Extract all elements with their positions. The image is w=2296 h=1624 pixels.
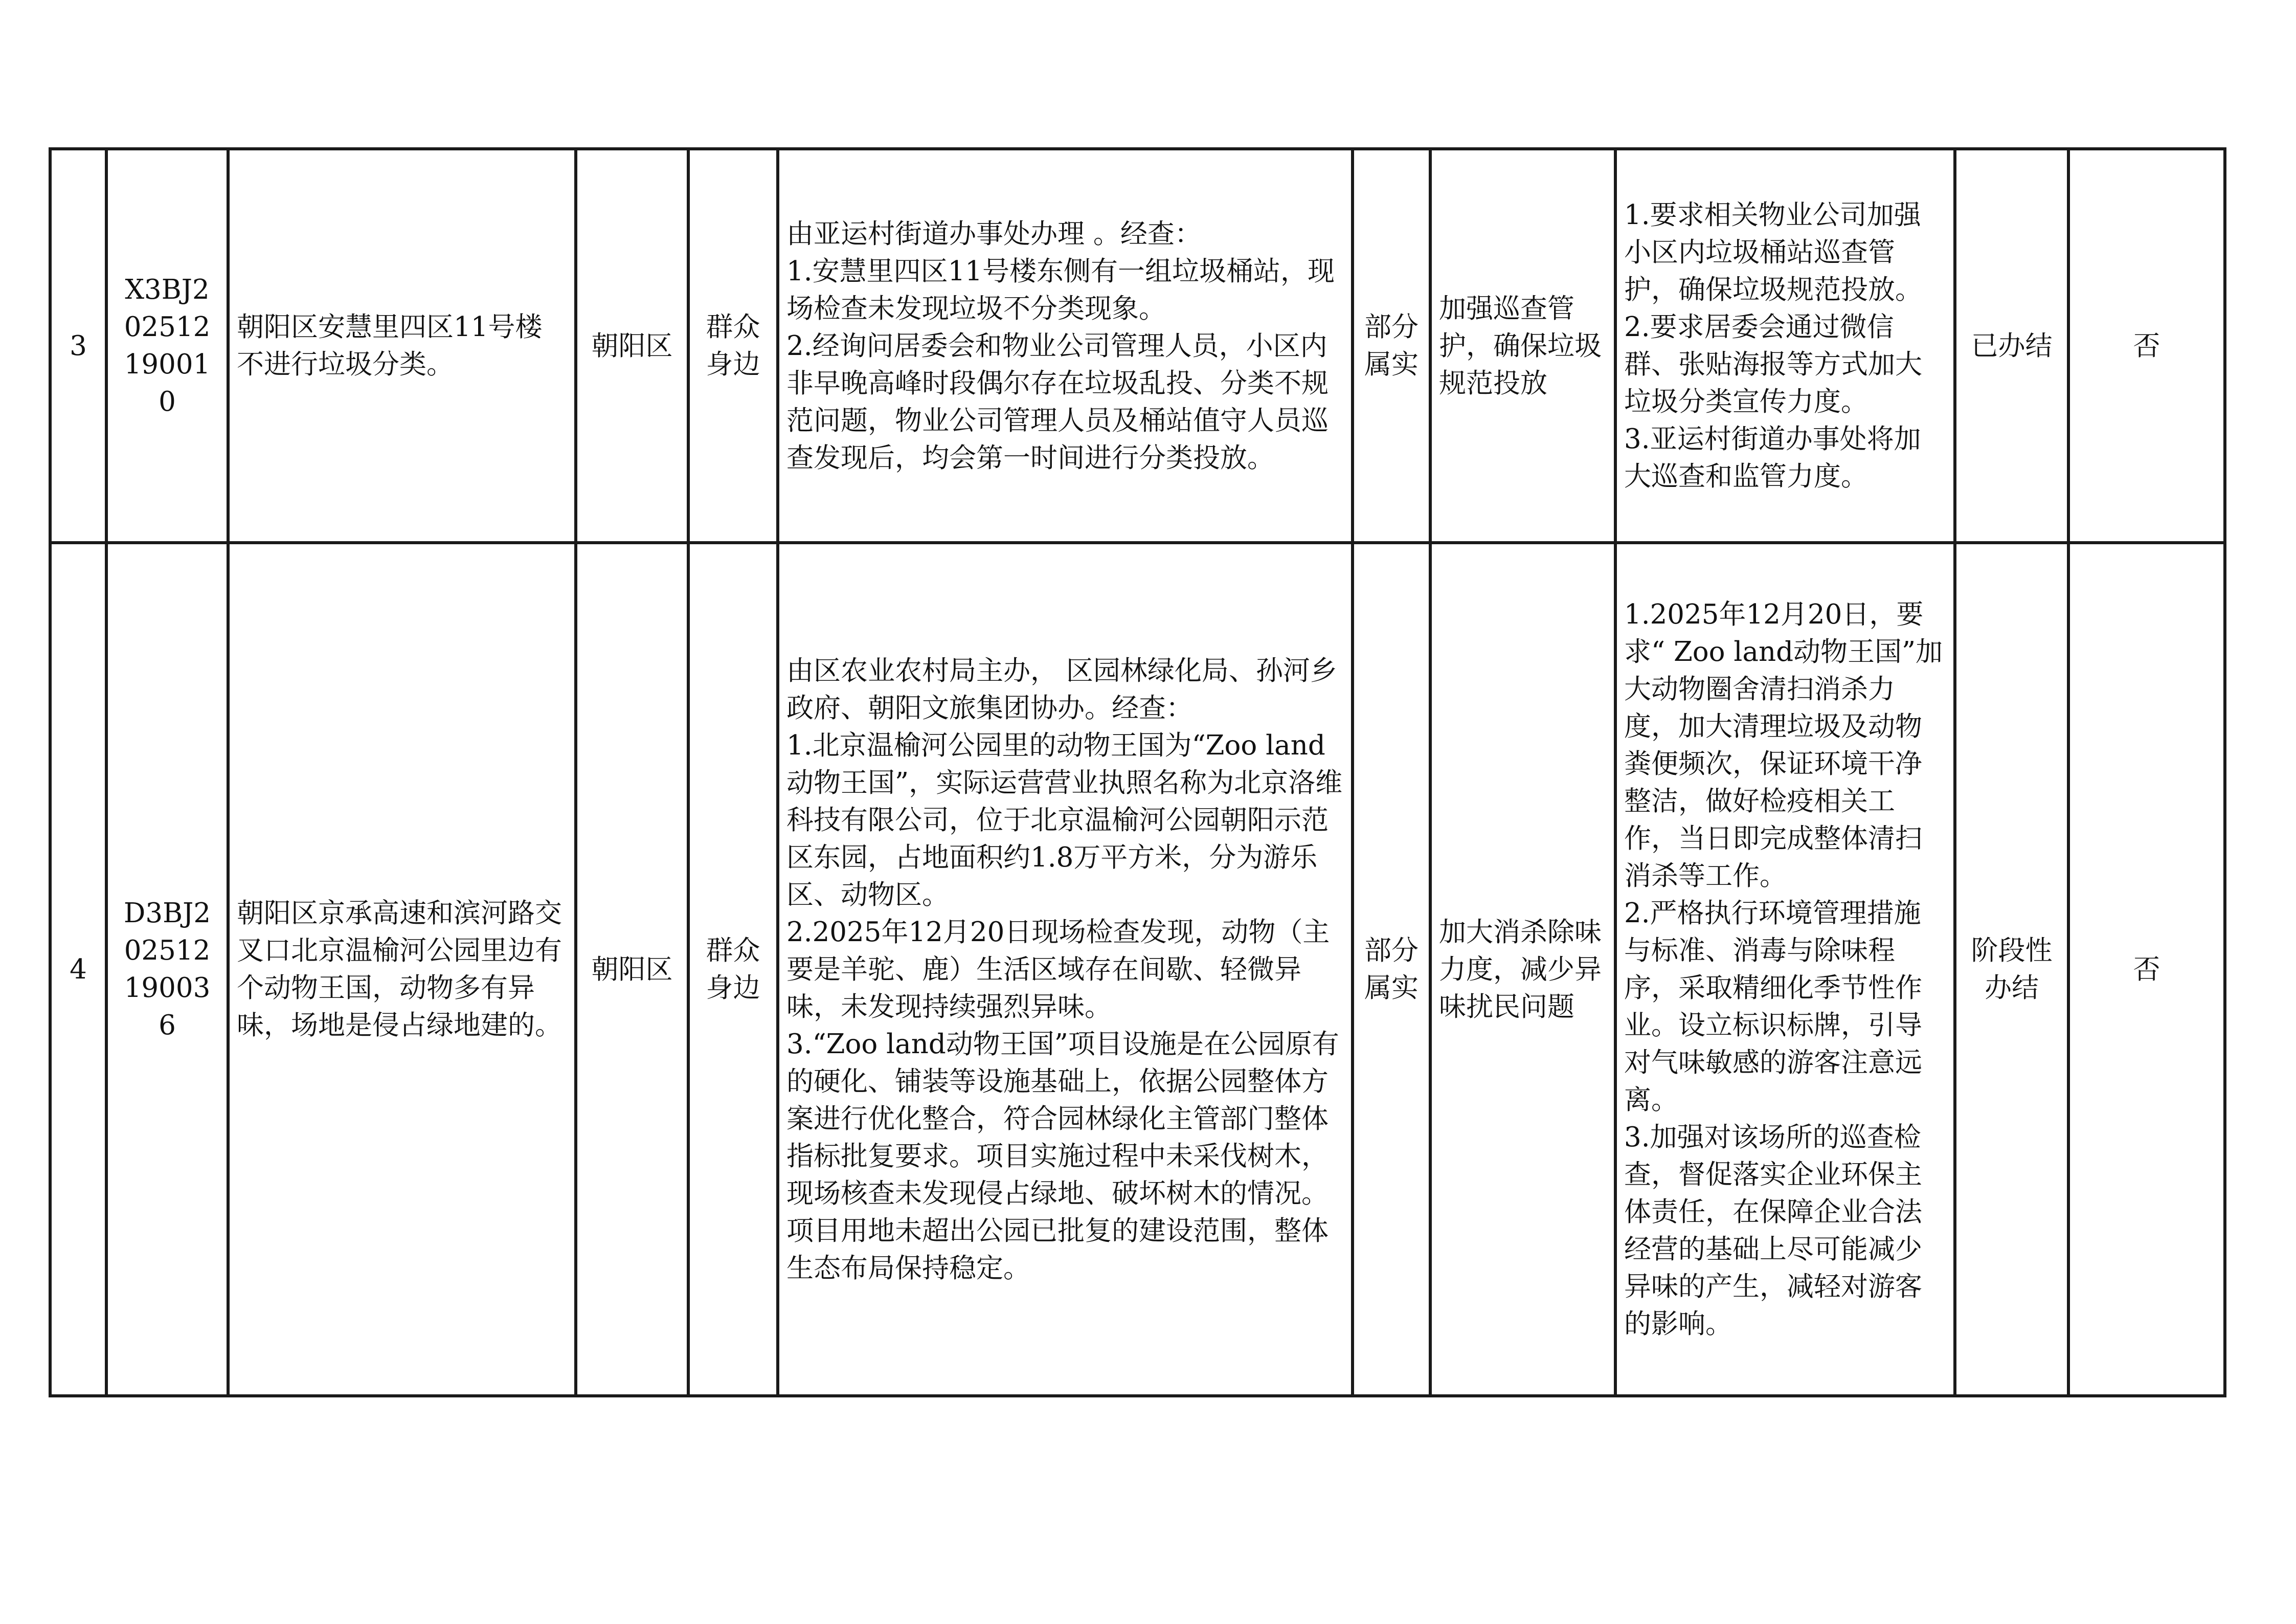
handling-status: 阶段性 办结	[1955, 543, 2068, 1396]
verdict: 部分 属实	[1353, 543, 1430, 1396]
rectification-measures: 1.要求相关物业公司加强小区内垃圾桶站巡查管护，确保垃圾规范投放。 2.要求居委会通过微信群、张贴海报等方式加大垃圾分类宣传力度。 3.亚运村街道办事处将加大巡查和监管力度。	[1615, 149, 1955, 543]
case-table	[49, 147, 2226, 1397]
complaint-category: 群众 身边	[688, 149, 778, 543]
district: 朝阳区	[576, 149, 688, 543]
rectification-goal: 加强巡查管护，确保垃圾规范投放	[1430, 149, 1615, 543]
complaint-content: 朝阳区京承高速和滨河路交叉口北京温榆河公园里边有个动物王国，动物多有异味，场地是侵占绿地建的。	[228, 543, 576, 1396]
rectification-measures: 1.2025年12月20日，要求“ Zoo land动物王国”加大动物圈舍清扫消杀力度，加大清理垃圾及动物粪便频次，保证环境干净整洁，做好检疫相关工作，当日即完成整体清扫消杀等工作。 2.严格执行环境管理措施与标准、消毒与除味程序，采取精细化季节性作业。设立标识标牌，引导对气味敏感的游客注意远离。 3.加强对该场所的巡查检查，督促落实企业环保主体责任，在保障企业合法经营的基础上尽可能减少异味的产生，减轻对游客的影响。	[1615, 543, 1955, 1396]
complaint-category: 群众 身边	[688, 543, 778, 1396]
accountability: 否	[2068, 543, 2225, 1396]
handling-status: 已办结	[1955, 149, 2068, 543]
table-row	[50, 149, 2225, 543]
investigation-result: 由区农业农村局主办， 区园林绿化局、孙河乡政府、朝阳文旅集团协办。经查： 1.北京温榆河公园里的动物王国为“Zoo land动物王国”，实际运营营业执照名称为北京洛维科技有限公司，位于北京温榆河公园朝阳示范区东园，占地面积约1.8万平方米，分为游乐区、动物区。 2.2025年12月20日现场检查发现，动物（主要是羊驼、鹿）生活区域存在间歇、轻微异味，未发现持续强烈异味。 3.“Zoo land动物王国”项目设施是在公园原有的硬化、铺装等设施基础上，依据公园整体方案进行优化整合，符合园林绿化主管部门整体指标批复要求。项目实施过程中未采伐树木，现场核查未发现侵占绿地、破坏树木的情况。项目用地未超出公园已批复的建设范围，整体生态布局保持稳定。	[778, 543, 1353, 1396]
complaint-content: 朝阳区安慧里四区11号楼不进行垃圾分类。	[228, 149, 576, 543]
case-code: X3BJ2 02512 19001 0	[106, 149, 228, 543]
table-row	[50, 543, 2225, 1396]
case-code: D3BJ2 02512 19003 6	[106, 543, 228, 1396]
district: 朝阳区	[576, 543, 688, 1396]
verdict: 部分 属实	[1353, 149, 1430, 543]
accountability: 否	[2068, 149, 2225, 543]
row-number: 3	[50, 149, 106, 543]
row-number: 4	[50, 543, 106, 1396]
investigation-result: 由亚运村街道办事处办理 。经查： 1.安慧里四区11号楼东侧有一组垃圾桶站，现场检查未发现垃圾不分类现象。 2.经询问居委会和物业公司管理人员，小区内非早晚高峰时段偶尔存在垃圾乱投、分类不规范问题，物业公司管理人员及桶站值守人员巡查发现后，均会第一时间进行分类投放。	[778, 149, 1353, 543]
rectification-goal: 加大消杀除味力度，减少异味扰民问题	[1430, 543, 1615, 1396]
